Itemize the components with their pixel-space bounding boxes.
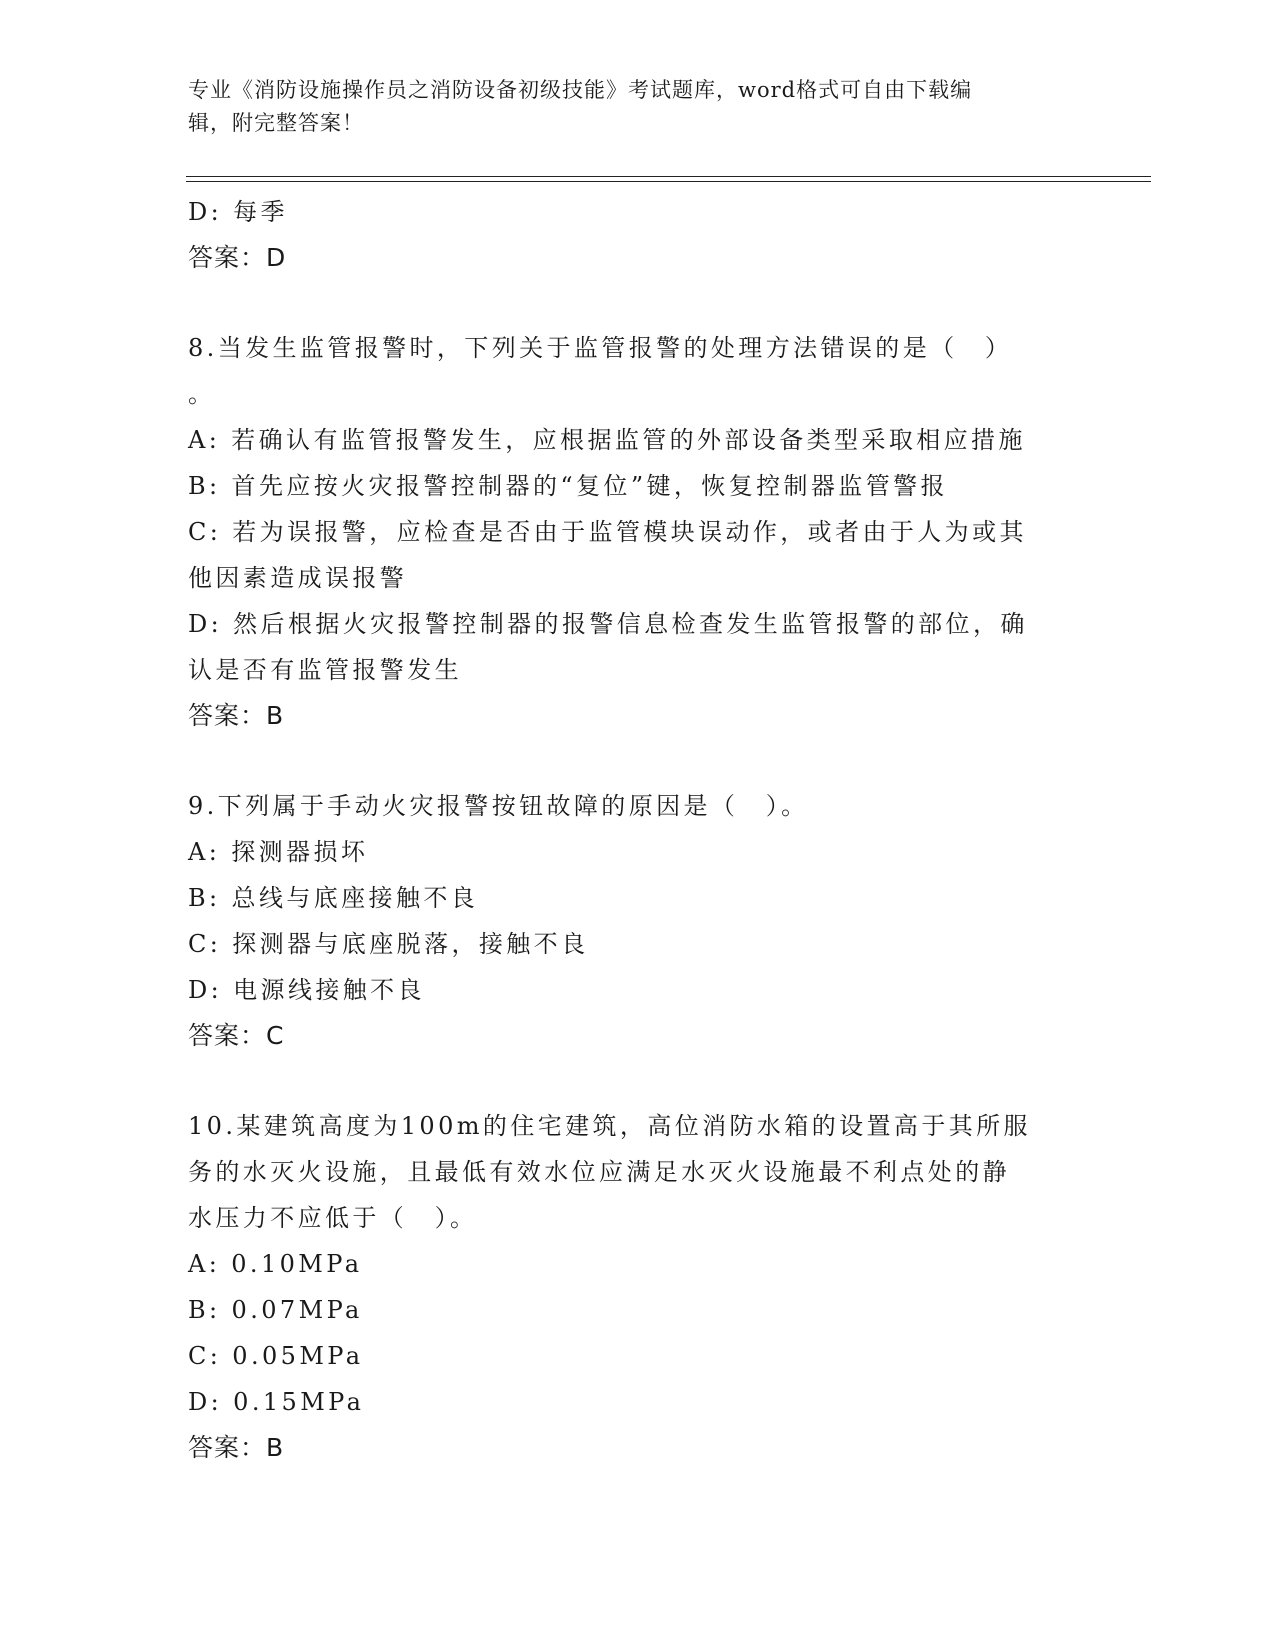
spacer xyxy=(188,1059,1088,1103)
q8-option-d-line-2: 认是否有监管报警发生 xyxy=(188,656,462,684)
header-line-1: 专业《消防设施操作员之消防设备初级技能》考试题库，word格式可自由下载编 xyxy=(188,78,973,102)
question-list xyxy=(188,189,1088,1471)
q8-option-b: B: 首先应按火灾报警控制器的“复位”键，恢复控制器监管警报 xyxy=(188,472,948,500)
question-7-tail xyxy=(188,189,1088,281)
spacer xyxy=(188,281,1088,325)
q9-option-d: D: 电源线接触不良 xyxy=(188,976,425,1004)
q7-answer: 答案：D xyxy=(188,243,287,272)
q9-answer: 答案：C xyxy=(188,1021,285,1050)
q8-option-a: A: 若确认有监管报警发生，应根据监管的外部设备类型采取相应措施 xyxy=(188,426,1026,454)
q8-stem-line-2: 。 xyxy=(188,380,216,408)
q7-option-d: D: 每季 xyxy=(188,198,288,226)
header-divider-bottom xyxy=(186,181,1151,182)
header-line-2: 辑，附完整答案！ xyxy=(188,111,364,135)
q10-option-b: B: 0.07MPa xyxy=(188,1296,363,1324)
q9-option-c: C: 探测器与底座脱落，接触不良 xyxy=(188,930,589,958)
question-9 xyxy=(188,783,1088,1059)
q10-stem-line-3: 水压力不应低于（ ）。 xyxy=(188,1204,478,1232)
q10-stem-line-2: 务的水灭火设施，且最低有效水位应满足水灭火设施最不利点处的静 xyxy=(188,1158,1010,1186)
spacer xyxy=(188,739,1088,783)
q10-option-a: A: 0.10MPa xyxy=(188,1250,363,1278)
q10-stem-line-1: 10.某建筑高度为100m的住宅建筑，高位消防水箱的设置高于其所服 xyxy=(188,1112,1031,1140)
page-header xyxy=(188,74,1068,140)
q9-option-b: B: 总线与底座接触不良 xyxy=(188,884,479,912)
question-10 xyxy=(188,1103,1088,1471)
q9-option-a: A: 探测器损坏 xyxy=(188,838,369,866)
q8-option-c-line-2: 他因素造成误报警 xyxy=(188,564,408,592)
q9-stem: 9.下列属于手动火灾报警按钮故障的原因是（ ）。 xyxy=(188,792,809,820)
q8-option-d-line-1: D: 然后根据火灾报警控制器的报警信息检查发生监管报警的部位，确 xyxy=(188,610,1028,638)
q10-option-c: C: 0.05MPa xyxy=(188,1342,364,1370)
q10-option-d: D: 0.15MPa xyxy=(188,1388,365,1416)
q8-answer: 答案：B xyxy=(188,701,285,730)
q10-answer: 答案：B xyxy=(188,1433,285,1462)
q8-option-c-line-1: C: 若为误报警，应检查是否由于监管模块误动作，或者由于人为或其 xyxy=(188,518,1027,546)
question-8 xyxy=(188,325,1088,739)
q8-stem-line-1: 8.当发生监管报警时，下列关于监管报警的处理方法错误的是（ ） xyxy=(188,334,1013,362)
header-divider-top xyxy=(186,176,1151,177)
